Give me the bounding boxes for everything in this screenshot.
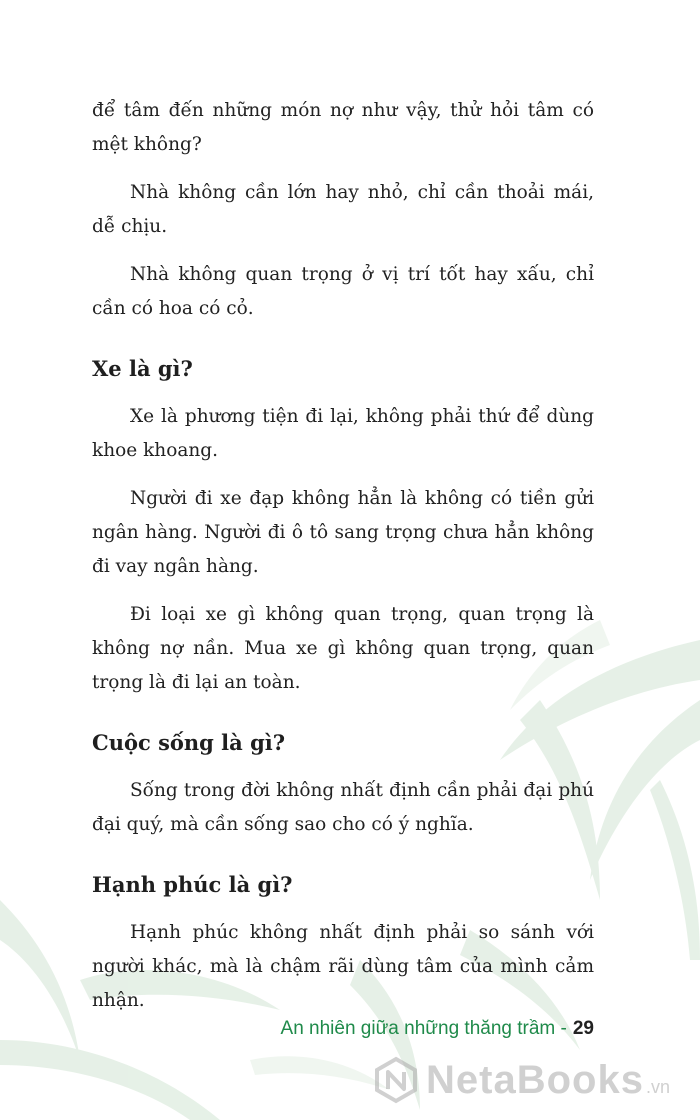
book-title: An nhiên giữa những thăng trầm - — [280, 1018, 567, 1039]
paragraph: Nhà không cần lớn hay nhỏ, chỉ cần thoải mái, dễ chịu. — [92, 182, 594, 237]
paragraph: Hạnh phúc không nhất định phải so sánh với người khác, mà là chậm rãi dùng tâm của mình cảm nhận. — [92, 922, 594, 1011]
watermark — [372, 1052, 692, 1108]
paragraph: Đi loại xe gì không quan trọng, quan trọng là không nợ nần. Mua xe gì không quan trọng, quan trọng là đi lại an toàn. — [92, 604, 594, 693]
section-heading-hanh-phuc: Hạnh phúc là gì? — [92, 872, 293, 897]
page-number: 29 — [572, 1018, 594, 1039]
section-heading-xe: Xe là gì? — [92, 356, 193, 381]
page-content — [92, 94, 594, 1032]
paragraph: Người đi xe đạp không hẳn là không có tiền gửi ngân hàng. Người đi ô tô sang trọng chưa hẳn không đi vay ngân hàng. — [92, 488, 594, 577]
watermark-brand: NetaBooks — [426, 1057, 644, 1102]
section-heading-cuoc-song: Cuộc sống là gì? — [92, 730, 286, 755]
running-footer — [281, 1018, 594, 1040]
watermark-suffix: .vn — [645, 1076, 670, 1097]
paragraph: Nhà không quan trọng ở vị trí tốt hay xấu, chỉ cần có hoa có cỏ. — [92, 264, 594, 319]
paragraph: để tâm đến những món nợ như vậy, thử hỏi tâm có mệt không? — [92, 100, 594, 155]
paragraph: Xe là phương tiện đi lại, không phải thứ để dùng khoe khoang. — [92, 406, 594, 461]
netabooks-logo-icon — [372, 1056, 420, 1104]
paragraph: Sống trong đời không nhất định cần phải đại phú đại quý, mà cần sống sao cho có ý nghĩa. — [92, 780, 594, 835]
